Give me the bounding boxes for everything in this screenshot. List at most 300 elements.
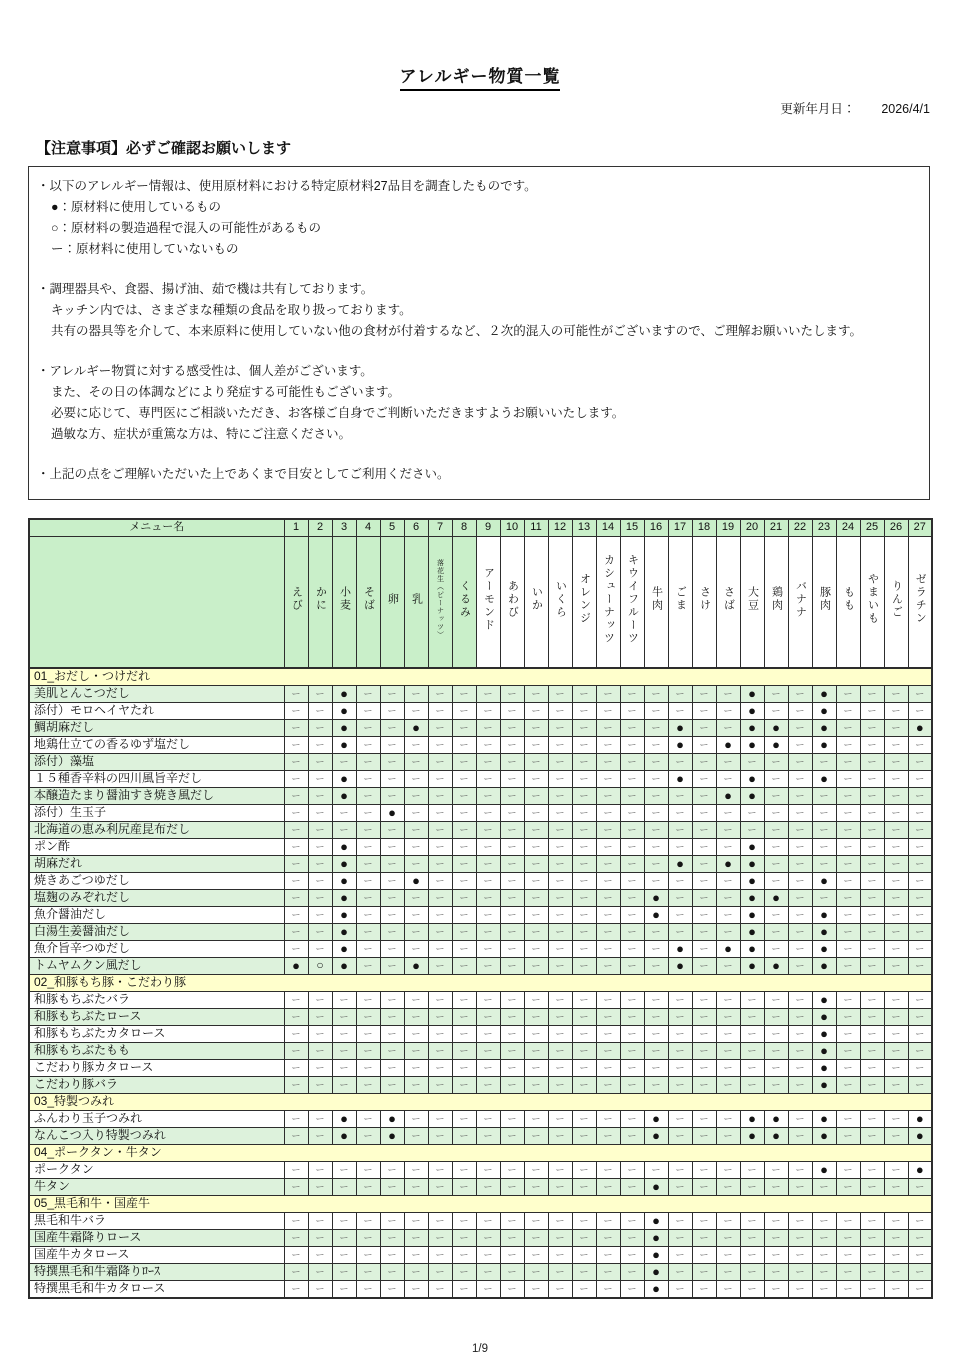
mark-cell [620,1008,644,1025]
allergen-name-cell [332,536,356,668]
not-used-mark: ー [915,756,925,767]
not-used-mark: ー [579,1181,589,1192]
not-used-mark: ー [699,1164,709,1175]
not-used-mark: ー [891,1164,901,1175]
mark-cell [620,1076,644,1093]
mark-cell [596,1263,620,1280]
not-used-mark: ー [723,1249,733,1260]
mark-cell [884,957,908,974]
not-used-mark: ー [531,892,541,903]
mark-cell [692,838,716,855]
mark-cell [524,1229,548,1246]
not-used-mark: ー [651,739,661,750]
not-used-mark: ー [459,1130,469,1141]
mark-cell [572,872,596,889]
mark-cell [668,1110,692,1127]
not-used-mark: ー [795,773,805,784]
mark-cell [332,957,356,974]
notes-box [28,166,930,500]
not-used-mark: ー [483,1283,493,1294]
mark-cell [716,753,740,770]
mark-cell [308,940,332,957]
not-used-mark: ー [915,892,925,903]
mark-cell [812,770,836,787]
not-used-mark: ー [867,926,877,937]
mark-cell [692,872,716,889]
not-used-mark: ー [651,1079,661,1090]
mark-cell [788,1246,812,1263]
mark-cell [716,1178,740,1195]
not-used-mark: ー [411,1181,421,1192]
used-mark: ● [820,702,828,718]
not-used-mark: ー [387,1215,397,1226]
mark-cell [356,1076,380,1093]
mark-cell [476,787,500,804]
mark-cell [284,1212,308,1229]
not-used-mark: ー [459,1113,469,1124]
mark-cell [356,1178,380,1195]
not-used-mark: ー [291,722,301,733]
mark-cell [380,1246,404,1263]
not-used-mark: ー [531,1232,541,1243]
not-used-mark: ー [627,1164,637,1175]
table-row [29,1076,932,1093]
mark-cell [548,838,572,855]
mark-cell [356,1042,380,1059]
used-mark: ● [748,685,756,701]
mark-cell [884,1161,908,1178]
mark-cell [596,702,620,719]
not-used-mark: ー [555,739,565,750]
not-used-mark: ー [579,994,589,1005]
mark-cell [500,1025,524,1042]
mark-cell [836,804,860,821]
not-used-mark: ー [627,875,637,886]
mark-cell [476,1127,500,1144]
not-used-mark: ー [579,1266,589,1277]
mark-cell [740,821,764,838]
not-used-mark: ー [291,1266,301,1277]
mark-cell [356,1161,380,1178]
not-used-mark: ー [315,739,325,750]
page-number: 1/9 [472,1342,488,1355]
mark-cell [308,906,332,923]
menu-name-cell: こだわり豚バラ [29,1076,284,1093]
not-used-mark: ー [435,943,445,954]
mark-cell [284,1110,308,1127]
not-used-mark: ー [555,1266,565,1277]
mark-cell [308,889,332,906]
mark-cell [284,991,308,1008]
mark-cell [620,753,644,770]
not-used-mark: ー [363,1181,373,1192]
section-title-cell: 01_おだし・つけだれ [29,668,932,685]
mark-cell [764,1076,788,1093]
not-used-mark: ー [819,1283,829,1294]
mark-cell [764,685,788,702]
mark-cell [548,872,572,889]
not-used-mark: ー [867,1045,877,1056]
mark-cell [836,923,860,940]
allergen-name-cell [884,536,908,668]
mark-cell [356,940,380,957]
note-group [37,176,919,260]
used-mark: ● [772,736,780,752]
mark-cell [308,821,332,838]
menu-name-cell: 特撰黒毛和牛霜降りﾛｰｽ [29,1263,284,1280]
not-used-mark: ー [291,875,301,886]
mark-cell [380,940,404,957]
mark-cell [332,1076,356,1093]
mark-cell [572,1042,596,1059]
not-used-mark: ー [795,1113,805,1124]
mark-cell [404,923,428,940]
allergen-name-cell [812,536,836,668]
mark-cell [788,1110,812,1127]
mark-cell [740,1229,764,1246]
not-used-mark: ー [795,841,805,852]
mark-cell [500,957,524,974]
not-used-mark: ー [651,824,661,835]
mark-cell [740,1127,764,1144]
mark-cell [332,1280,356,1298]
mark-cell [692,1263,716,1280]
allergen-name-header-row [29,536,932,668]
mark-cell [860,1110,884,1127]
not-used-mark: ー [891,1215,901,1226]
mark-cell [596,1025,620,1042]
mark-cell [836,753,860,770]
mark-cell [308,1263,332,1280]
not-used-mark: ー [363,824,373,835]
not-used-mark: ー [459,1215,469,1226]
mark-cell [596,872,620,889]
section-title-cell: 05_黒毛和牛・国産牛 [29,1195,932,1212]
not-used-mark: ー [579,858,589,869]
mark-cell [404,1212,428,1229]
not-used-mark: ー [699,926,709,937]
mark-cell [308,855,332,872]
not-used-mark: ー [483,1215,493,1226]
possible-mark: ○ [316,958,324,972]
table-row [29,702,932,719]
mark-cell [740,1076,764,1093]
mark-cell [860,957,884,974]
mark-cell [404,1178,428,1195]
table-row [29,1246,932,1263]
mark-cell [620,906,644,923]
mark-cell [548,1025,572,1042]
not-used-mark: ー [387,722,397,733]
mark-cell [812,1059,836,1076]
table-row [29,1127,932,1144]
mark-cell [572,719,596,736]
mark-cell [308,1008,332,1025]
not-used-mark: ー [699,1130,709,1141]
not-used-mark: ー [435,960,445,971]
mark-cell [860,923,884,940]
mark-cell [572,1229,596,1246]
used-mark: ● [820,685,828,701]
not-used-mark: ー [507,1011,517,1022]
table-row [29,923,932,940]
not-used-mark: ー [867,1266,877,1277]
mark-cell [740,1280,764,1298]
mark-cell [620,702,644,719]
mark-cell [548,1161,572,1178]
allergen-number-cell: 19 [716,519,740,536]
not-used-mark: ー [795,807,805,818]
not-used-mark: ー [771,1164,781,1175]
not-used-mark: ー [603,943,613,954]
mark-cell [572,1025,596,1042]
used-mark: ● [915,1110,924,1126]
mark-cell [740,872,764,889]
not-used-mark: ー [435,1215,445,1226]
mark-cell [620,1059,644,1076]
not-used-mark: ー [387,756,397,767]
mark-cell [308,702,332,719]
allergen-table [28,518,933,1299]
used-mark: ● [820,1076,828,1092]
mark-cell [740,753,764,770]
mark-cell [740,838,764,855]
not-used-mark: ー [507,1164,517,1175]
not-used-mark: ー [315,1164,325,1175]
not-used-mark: ー [603,875,613,886]
not-used-mark: ー [435,875,445,886]
not-used-mark: ー [387,909,397,920]
mark-cell [644,1212,668,1229]
mark-cell [692,804,716,821]
not-used-mark: ー [771,875,781,886]
mark-cell [380,906,404,923]
mark-cell [884,753,908,770]
not-used-mark: ー [483,892,493,903]
not-used-mark: ー [291,926,301,937]
mark-cell [812,1076,836,1093]
mark-cell [284,702,308,719]
used-mark: ● [748,889,756,905]
not-used-mark: ー [483,1266,493,1277]
mark-cell [308,1042,332,1059]
mark-cell [908,1212,932,1229]
section-header-row [29,1093,932,1110]
not-used-mark: ー [315,1181,325,1192]
table-row [29,1042,932,1059]
not-used-mark: ー [483,1079,493,1090]
mark-cell [428,889,452,906]
mark-cell [620,1042,644,1059]
mark-cell [716,1110,740,1127]
mark-cell [812,1212,836,1229]
not-used-mark: ー [339,994,349,1005]
mark-cell [380,872,404,889]
not-used-mark: ー [315,807,325,818]
mark-cell [452,1008,476,1025]
used-mark: ● [340,872,348,888]
mark-cell [788,736,812,753]
mark-cell [524,1110,548,1127]
mark-cell [356,1212,380,1229]
mark-cell [308,1246,332,1263]
not-used-mark: ー [507,1062,517,1073]
mark-cell [356,1025,380,1042]
allergen-number-cell: 4 [356,519,380,536]
mark-cell [716,1059,740,1076]
not-used-mark: ー [555,1181,565,1192]
mark-cell [716,1212,740,1229]
used-mark: ● [652,1229,660,1245]
note-line: キッチン内では、さまざまな種類の食品を取り扱っております。 [51,303,412,317]
table-row [29,1008,932,1025]
allergen-name-cell [740,536,764,668]
not-used-mark: ー [867,1011,877,1022]
mark-cell [476,991,500,1008]
used-mark: ● [748,838,756,854]
used-mark: ● [820,872,828,888]
not-used-mark: ー [603,773,613,784]
mark-cell [620,889,644,906]
mark-cell [860,838,884,855]
allergen-name-cell [908,536,932,668]
mark-cell [908,736,932,753]
mark-cell [404,1246,428,1263]
mark-cell [476,1229,500,1246]
mark-cell [428,736,452,753]
not-used-mark: ー [771,1266,781,1277]
mark-cell [476,736,500,753]
mark-cell [692,1212,716,1229]
not-used-mark: ー [555,790,565,801]
not-used-mark: ー [459,1079,469,1090]
mark-cell [884,1008,908,1025]
table-row [29,1110,932,1127]
not-used-mark: ー [435,790,445,801]
mark-cell [380,1212,404,1229]
mark-cell [644,838,668,855]
mark-cell [452,821,476,838]
not-used-mark: ー [459,875,469,886]
not-used-mark: ー [891,960,901,971]
used-mark: ● [772,957,780,973]
not-used-mark: ー [843,926,853,937]
mark-cell [716,1042,740,1059]
not-used-mark: ー [531,1113,541,1124]
not-used-mark: ー [411,790,421,801]
allergen-name-vertical-text: オレンジ [578,573,591,626]
not-used-mark: ー [435,909,445,920]
not-used-mark: ー [675,892,685,903]
mark-cell [524,1280,548,1298]
not-used-mark: ー [291,1011,301,1022]
not-used-mark: ー [483,1011,493,1022]
not-used-mark: ー [843,858,853,869]
not-used-mark: ー [579,824,589,835]
mark-cell [524,804,548,821]
not-used-mark: ー [459,909,469,920]
used-mark: ● [388,1127,396,1143]
not-used-mark: ー [747,1011,757,1022]
not-used-mark: ー [915,1028,925,1039]
not-used-mark: ー [651,705,661,716]
update-date-row [28,99,930,117]
mark-cell [380,957,404,974]
mark-cell [836,1280,860,1298]
mark-cell [380,991,404,1008]
allergen-name-vertical-text: 牛肉 [650,586,663,613]
not-used-mark: ー [819,1181,829,1192]
mark-cell [620,940,644,957]
not-used-mark: ー [723,994,733,1005]
mark-cell [812,957,836,974]
not-used-mark: ー [483,943,493,954]
not-used-mark: ー [723,1113,733,1124]
not-used-mark: ー [915,909,925,920]
mark-cell [812,685,836,702]
not-used-mark: ー [723,807,733,818]
table-row [29,940,932,957]
not-used-mark: ー [867,1232,877,1243]
not-used-mark: ー [675,1249,685,1260]
not-used-mark: ー [411,1079,421,1090]
allergen-number-cell: 25 [860,519,884,536]
mark-cell [308,1212,332,1229]
not-used-mark: ー [531,960,541,971]
mark-cell [452,889,476,906]
not-used-mark: ー [459,773,469,784]
mark-cell [452,1229,476,1246]
not-used-mark: ー [459,926,469,937]
mark-cell [620,685,644,702]
not-used-mark: ー [339,1283,349,1294]
mark-cell [692,957,716,974]
mark-cell [524,1059,548,1076]
not-used-mark: ー [579,1130,589,1141]
mark-cell [548,1246,572,1263]
not-used-mark: ー [891,1045,901,1056]
mark-cell [884,1025,908,1042]
not-used-mark: ー [723,1045,733,1056]
not-used-mark: ー [891,943,901,954]
not-used-mark: ー [579,875,589,886]
table-row [29,787,932,804]
mark-cell [380,1025,404,1042]
not-used-mark: ー [699,1215,709,1226]
mark-cell [284,1008,308,1025]
not-used-mark: ー [339,756,349,767]
allergen-name-vertical-text: 豚肉 [818,586,831,613]
allergen-number-cell: 24 [836,519,860,536]
mark-cell [740,736,764,753]
not-used-mark: ー [531,875,541,886]
mark-cell [476,1178,500,1195]
mark-cell [500,991,524,1008]
mark-cell [764,872,788,889]
not-used-mark: ー [843,705,853,716]
not-used-mark: ー [507,824,517,835]
mark-cell [548,1229,572,1246]
not-used-mark: ー [411,1249,421,1260]
not-used-mark: ー [459,705,469,716]
mark-cell [764,1263,788,1280]
not-used-mark: ー [867,858,877,869]
used-mark: ● [652,1280,660,1296]
mark-cell [812,736,836,753]
not-used-mark: ー [699,909,709,920]
not-used-mark: ー [603,1164,613,1175]
not-used-mark: ー [555,960,565,971]
